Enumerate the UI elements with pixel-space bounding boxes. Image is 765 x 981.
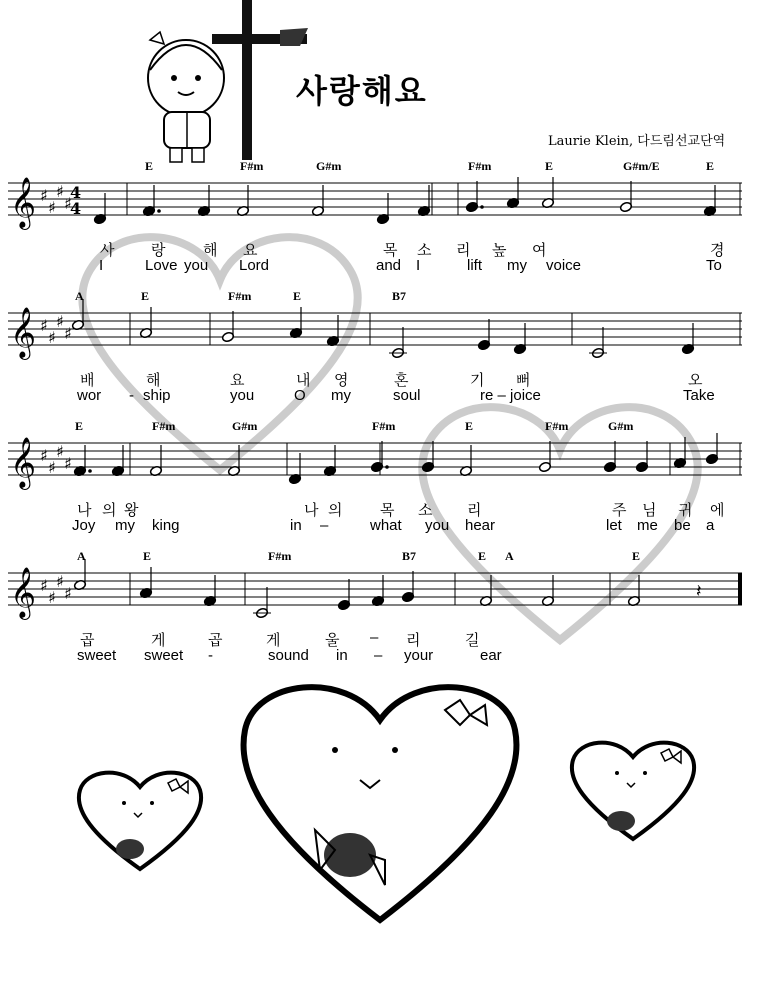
lyric-english: you xyxy=(230,387,255,404)
chord-symbol: E xyxy=(293,289,302,303)
lyric-korean: 기 xyxy=(470,372,485,389)
chord-symbol: A xyxy=(505,549,514,563)
sharp-icon: ♯ xyxy=(56,312,64,331)
lyric-english: you xyxy=(425,517,450,534)
lyric-korean: 혼 xyxy=(394,372,409,389)
sharp-icon: ♯ xyxy=(48,458,56,477)
chord-symbol: F#m xyxy=(268,549,292,563)
lyric-english: my xyxy=(507,257,527,274)
lyric-english: Love xyxy=(145,257,178,274)
chord-symbol: G#m/E xyxy=(623,159,660,173)
lyric-korean: 배 xyxy=(80,372,95,389)
chord-symbol: A xyxy=(75,289,84,303)
chord-symbol: G#m xyxy=(608,419,634,433)
heart-left-icon xyxy=(72,765,212,875)
lyric-korean: 해 xyxy=(146,372,161,389)
lyric-korean: 왕 xyxy=(124,502,139,519)
credit-line: Laurie Klein, 다드림선교단역 xyxy=(548,134,726,149)
lyric-korean: 경 xyxy=(710,242,725,259)
dot xyxy=(157,209,161,213)
chord-symbol: F#m xyxy=(152,419,176,433)
lyric-english: sweet xyxy=(77,647,117,664)
lyric-korean: 에 xyxy=(710,502,725,519)
lyric-korean: 주 xyxy=(612,502,627,519)
chord-symbol: B7 xyxy=(392,289,407,303)
lyric-english: what xyxy=(370,517,402,534)
lyric-english: be xyxy=(674,517,691,534)
lyric-english: and xyxy=(376,257,402,274)
lyric-korean: 높 xyxy=(492,242,507,259)
lyric-korean: 소 xyxy=(418,502,433,519)
treble-clef-icon: 𝄞 xyxy=(10,177,37,228)
dot xyxy=(480,205,484,209)
lyric-korean: 여 xyxy=(532,242,547,259)
lyric-english: lift xyxy=(467,257,482,274)
treble-clef-icon: 𝄞 xyxy=(10,437,37,488)
lyric-korean: 나 xyxy=(77,502,92,519)
lyric-english: me xyxy=(637,517,658,534)
lyric-korean: 랑 xyxy=(151,242,166,259)
chord-symbol: E xyxy=(141,289,150,303)
lyric-korean: 요 xyxy=(243,242,258,259)
lyric-english: my xyxy=(115,517,135,534)
song-title: 사랑해요 xyxy=(296,72,428,110)
lyric-korean: 내 xyxy=(296,372,311,389)
lyric-korean: 뻐 xyxy=(516,372,531,389)
lyric-english: voice xyxy=(546,257,582,274)
lyric-korean: 의 xyxy=(102,502,117,519)
lyric-english: - xyxy=(129,387,134,404)
sharp-icon: ♯ xyxy=(56,572,64,591)
lyric-english: Joy xyxy=(72,517,96,534)
sharp-icon: ♯ xyxy=(40,316,48,335)
lyric-korean: 님 xyxy=(642,502,657,519)
chord-symbol: E xyxy=(545,159,554,173)
sharp-icon: ♯ xyxy=(40,576,48,595)
lyric-english: - xyxy=(208,647,213,664)
lyric-korean: 소 xyxy=(417,242,432,259)
chord-symbol: F#m xyxy=(372,419,396,433)
chord-symbol: E xyxy=(632,549,641,563)
chord-symbol: E xyxy=(465,419,474,433)
lyric-korean: 리 xyxy=(406,632,421,649)
lyric-english: ear xyxy=(480,647,502,664)
chord-symbol: G#m xyxy=(316,159,342,173)
lyric-english: let xyxy=(606,517,622,534)
sharp-icon: ♯ xyxy=(40,446,48,465)
sharp-icon: ♯ xyxy=(64,584,72,603)
lyric-korean: 길 xyxy=(465,632,480,649)
lyric-korean: 귀 xyxy=(678,502,693,519)
sharp-icon: ♯ xyxy=(64,324,72,343)
sharp-icon: ♯ xyxy=(64,454,72,473)
chord-symbol: E xyxy=(145,159,154,173)
chord-symbol: F#m xyxy=(228,289,252,303)
lyric-english: To xyxy=(706,257,722,274)
chord-symbol: F#m xyxy=(240,159,264,173)
lyric-korean: 곱 xyxy=(208,632,223,649)
lyric-english: your xyxy=(404,647,434,664)
sharp-icon: ♯ xyxy=(56,182,64,201)
lyric-english: wor xyxy=(77,387,102,404)
lyric-korean: 리 xyxy=(456,242,471,259)
chord-symbol: F#m xyxy=(468,159,492,173)
lyric-korean: 영 xyxy=(334,372,349,389)
lyric-korean: 요 xyxy=(230,372,245,389)
lyric-korean: 게 xyxy=(266,632,281,649)
chord-symbol: A xyxy=(77,549,86,563)
lyric-english: ship xyxy=(143,387,171,404)
quarter-rest-icon: 𝄽 xyxy=(696,581,702,602)
chord-symbol: E xyxy=(706,159,715,173)
lyric-korean: 나 xyxy=(304,502,319,519)
lyric-english: soul xyxy=(393,387,421,404)
lyric-english: Take xyxy=(683,387,715,404)
chord-symbol: E xyxy=(75,419,84,433)
lyric-korean: – xyxy=(370,629,379,646)
lyric-korean: 사 xyxy=(100,242,115,259)
lyric-english: king xyxy=(152,517,180,534)
heart-right-icon xyxy=(565,735,705,845)
heart-big-icon xyxy=(225,670,535,930)
chord-symbol: G#m xyxy=(232,419,258,433)
sharp-icon: ♯ xyxy=(48,328,56,347)
treble-clef-icon: 𝄞 xyxy=(10,307,37,358)
lyric-korean: 목 xyxy=(383,242,398,259)
time-signature-top: 4 xyxy=(70,183,82,202)
lyric-english: O xyxy=(294,387,306,404)
chord-symbol: F#m xyxy=(545,419,569,433)
sharp-icon: ♯ xyxy=(56,442,64,461)
lyric-english: – xyxy=(320,517,329,534)
lyric-english: my xyxy=(331,387,351,404)
sharp-icon: ♯ xyxy=(40,186,48,205)
lyric-korean: 해 xyxy=(203,242,218,259)
lyric-english: – xyxy=(374,647,383,664)
dot xyxy=(88,469,92,473)
lyric-korean: 오 xyxy=(688,372,703,389)
lyric-korean: 울 xyxy=(325,632,340,649)
chord-symbol: B7 xyxy=(402,549,417,563)
lyric-english: Lord xyxy=(239,257,270,274)
chord-symbol: E xyxy=(478,549,487,563)
lyric-english: re – joice xyxy=(480,387,541,404)
sharp-icon: ♯ xyxy=(48,198,56,217)
lyric-english: in xyxy=(336,647,348,664)
lyric-english: I xyxy=(99,257,104,274)
lyric-english: you xyxy=(184,257,209,274)
lyric-korean: 곱 xyxy=(80,632,95,649)
dot xyxy=(385,465,389,469)
lyric-english: a xyxy=(706,517,715,534)
lyric-korean: 게 xyxy=(151,632,166,649)
lyric-english: in xyxy=(290,517,302,534)
sharp-icon: ♯ xyxy=(64,194,72,213)
lyric-korean: 리 xyxy=(467,502,482,519)
lyric-english: I xyxy=(416,257,421,274)
time-signature-bottom: 4 xyxy=(70,199,82,218)
treble-clef-icon: 𝄞 xyxy=(10,567,37,618)
lyric-english: sound xyxy=(268,647,309,664)
lyric-korean: 의 xyxy=(328,502,343,519)
lyric-english: hear xyxy=(465,517,496,534)
sharp-icon: ♯ xyxy=(48,588,56,607)
lyric-english: sweet xyxy=(144,647,184,664)
chord-symbol: E xyxy=(143,549,152,563)
lyric-korean: 목 xyxy=(380,502,395,519)
